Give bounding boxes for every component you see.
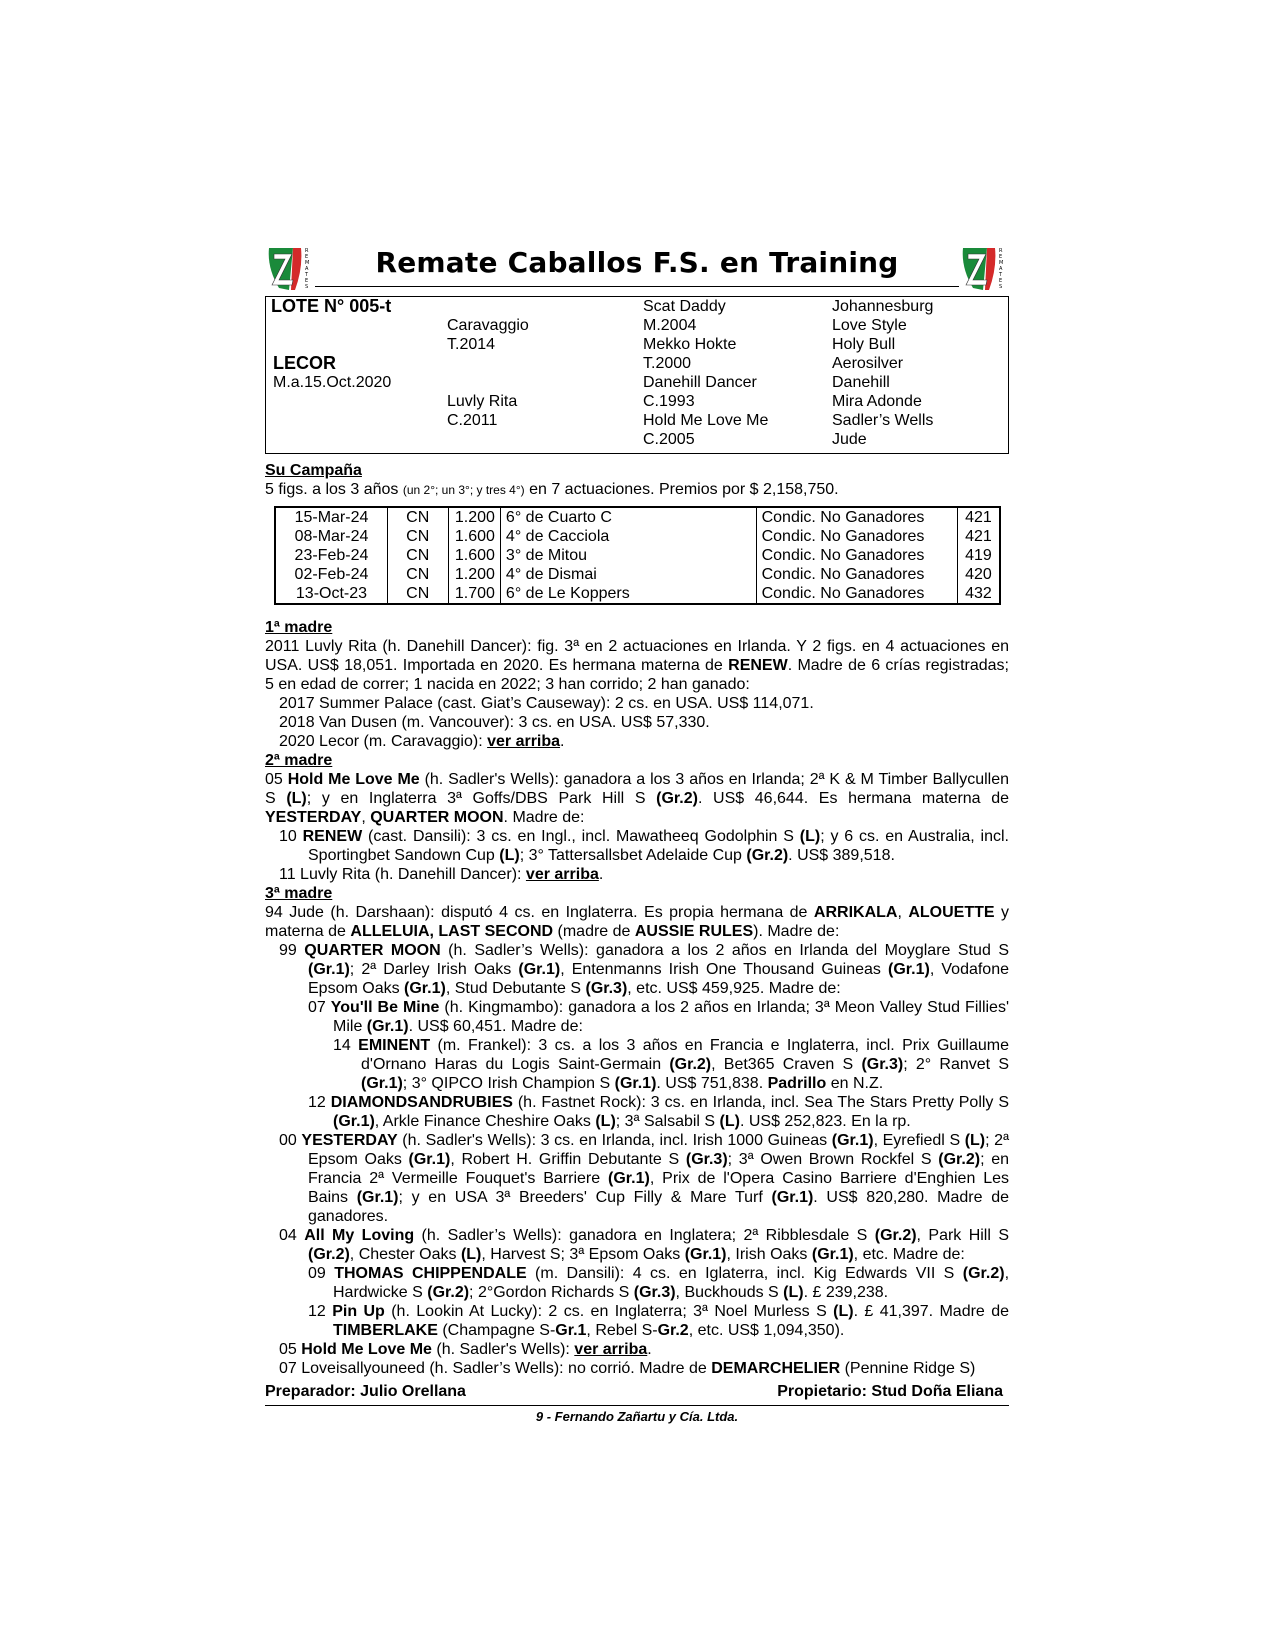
text: ; y 6 cs. en Australia, incl. Sportingbet Sandown Cup bbox=[308, 828, 1009, 864]
offspring-entry bbox=[265, 1131, 1009, 1226]
text: (Pennine Ridge S) bbox=[840, 1360, 976, 1377]
grade: Gr.1 bbox=[555, 1322, 587, 1339]
grade: (Gr.2) bbox=[427, 1284, 470, 1301]
grandparent-3-info: C.1993 bbox=[643, 393, 695, 410]
svg-text:M: M bbox=[305, 260, 310, 266]
third-dam-paragraph bbox=[265, 903, 1009, 941]
text: , etc. US$ 459,925. Madre de: bbox=[627, 980, 841, 997]
text: , Robert H. Griffin Debutante S bbox=[450, 1151, 686, 1168]
race-position: 4° de Cacciola bbox=[500, 527, 756, 546]
race-condition: Condic. No Ganadores bbox=[756, 584, 957, 604]
grade: (Gr.1) bbox=[771, 1189, 814, 1206]
race-position: 6° de Le Koppers bbox=[500, 584, 756, 604]
grade: (Gr.2) bbox=[746, 847, 789, 864]
grade: (Gr.1) bbox=[404, 980, 446, 997]
grade: (L) bbox=[286, 790, 307, 807]
sire-name: Caravaggio bbox=[447, 317, 529, 334]
campaign-summary bbox=[265, 480, 1009, 500]
grandparent-2: Mekko Hokte bbox=[643, 336, 737, 353]
text: (h. Sadler's Wells): bbox=[431, 1341, 575, 1358]
text: (h. Sadler’s Wells): ganadora a los 2 años en Irlanda del Moyglare Stud S bbox=[440, 942, 1010, 959]
second-dam-paragraph bbox=[265, 770, 1009, 827]
grade: (Gr.2) bbox=[874, 1227, 917, 1244]
credits-row bbox=[265, 1383, 1009, 1403]
race-distance: 1.200 bbox=[448, 565, 500, 584]
grade: (Gr.1) bbox=[356, 1189, 399, 1206]
pedigree-box bbox=[265, 296, 1009, 454]
table-row bbox=[275, 584, 1000, 604]
text: ; y en Inglaterra 3ª Goffs/DBS Park Hill S bbox=[306, 790, 657, 807]
text: , Park Hill S bbox=[916, 1227, 1009, 1244]
text: 05 bbox=[265, 771, 288, 788]
see-above-reference: ver arriba bbox=[574, 1341, 648, 1358]
table-row bbox=[275, 546, 1000, 565]
summary-text: en 7 actuaciones. Premios por $ 2,158,750. bbox=[524, 481, 839, 498]
text: y materna de bbox=[265, 904, 1010, 940]
grandparent-4: Hold Me Love Me bbox=[643, 412, 769, 429]
text: ; en Francia 2ª Vermeille Fouquet's Barriere bbox=[308, 1151, 1009, 1187]
text: . Madre de 6 crías registradas; 5 en edad de correr; 1 nacida en 2022; 3 han corrido; 2 han ganado: bbox=[265, 657, 1010, 693]
text: . US$ 252,823. En la rp. bbox=[739, 1113, 911, 1130]
horse-highlight: Padrillo bbox=[767, 1075, 827, 1092]
text: , etc. US$ 1,094,350). bbox=[688, 1322, 845, 1339]
dam-name: Luvly Rita bbox=[447, 393, 518, 410]
offspring-entry bbox=[265, 1340, 1009, 1359]
grade: (L) bbox=[595, 1113, 616, 1130]
grade: (Gr.1) bbox=[366, 1018, 409, 1035]
text: , Eyrefiedl S bbox=[873, 1132, 965, 1149]
grade: (Gr.3) bbox=[861, 1056, 904, 1073]
text: , Irish Oaks bbox=[726, 1246, 812, 1263]
horse-highlight: RENEW bbox=[302, 828, 363, 845]
text: . US$ 751,838. bbox=[656, 1075, 768, 1092]
text: . bbox=[647, 1341, 652, 1358]
great-grandparent: Mira Adonde bbox=[832, 393, 922, 410]
svg-text:A: A bbox=[305, 266, 309, 272]
text: , Arkle Finance Cheshire Oaks bbox=[374, 1113, 596, 1130]
horse-highlight: YESTERDAY bbox=[301, 1132, 398, 1149]
text: 00 bbox=[279, 1132, 302, 1149]
horse-highlight: TIMBERLAKE bbox=[333, 1322, 438, 1339]
svg-text:M: M bbox=[999, 260, 1004, 266]
horse-highlight: ARRIKALA bbox=[813, 904, 898, 921]
text: 11 Luvly Rita (h. Danehill Dancer): bbox=[279, 866, 526, 883]
grade: (L) bbox=[719, 1113, 740, 1130]
text: , Entenmanns Irish One Thousand Guineas bbox=[560, 961, 889, 978]
text: , Vodafone Epsom Oaks bbox=[308, 961, 1010, 997]
race-number: 421 bbox=[957, 507, 1000, 527]
text: , Hardwicke S bbox=[333, 1265, 1010, 1301]
text: ; 3ª Owen Brown Rockfel S bbox=[727, 1151, 939, 1168]
grade: (Gr.1) bbox=[684, 1246, 727, 1263]
text: ; 2ª Darley Irish Oaks bbox=[349, 961, 519, 978]
race-position: 3° de Mitou bbox=[500, 546, 756, 565]
offspring-entry bbox=[265, 732, 1009, 751]
offspring-entry bbox=[265, 1226, 1009, 1264]
race-date: 02-Feb-24 bbox=[275, 565, 387, 584]
sire-info: T.2014 bbox=[447, 336, 496, 353]
page-title: Remate Caballos F.S. en Training bbox=[375, 246, 899, 279]
text: . US$ 389,518. bbox=[788, 847, 895, 864]
offspring-entry bbox=[265, 1093, 1009, 1131]
race-number: 420 bbox=[957, 565, 1000, 584]
offspring-entry bbox=[265, 1264, 1009, 1302]
offspring-entry: 2018 Van Dusen (m. Vancouver): 3 cs. en USA. US$ 57,330. bbox=[279, 714, 710, 731]
text: (h. Fastnet Rock): 3 cs. en Irlanda, incl. Sea The Stars Pretty Polly S bbox=[512, 1094, 1009, 1111]
text: . bbox=[598, 866, 604, 883]
horse-highlight: Hold Me Love Me bbox=[287, 771, 420, 788]
race-position: 6° de Cuarto C bbox=[500, 507, 756, 527]
svg-text:T: T bbox=[999, 272, 1003, 278]
horse-highlight: All My Loving bbox=[304, 1227, 415, 1244]
grandparent-2-info: T.2000 bbox=[643, 355, 692, 372]
text: 14 bbox=[333, 1037, 359, 1054]
text: ; 2ª Epsom Oaks bbox=[308, 1132, 1009, 1168]
text: . £ 239,238. bbox=[803, 1284, 889, 1301]
great-grandparent: Sadler’s Wells bbox=[832, 412, 934, 429]
owner: Propietario: Stud Doña Eliana bbox=[777, 1383, 1003, 1400]
grade: (Gr.1) bbox=[518, 961, 561, 978]
race-track: CN bbox=[387, 584, 448, 604]
horse-highlight: DEMARCHELIER bbox=[711, 1360, 841, 1377]
horse-info: M.a.15.Oct.2020 bbox=[273, 374, 392, 391]
text: (Champagne S- bbox=[437, 1322, 556, 1339]
text: , Stud Debutante S bbox=[445, 980, 586, 997]
svg-text:S: S bbox=[999, 284, 1003, 290]
text: ; y en USA 3ª Breeders' Cup Filly & Mare Turf bbox=[398, 1189, 772, 1206]
race-track: CN bbox=[387, 527, 448, 546]
svg-text:E: E bbox=[999, 278, 1003, 284]
grade: (Gr.3) bbox=[633, 1284, 676, 1301]
footer-rule bbox=[265, 1405, 1009, 1406]
grade: (Gr.1) bbox=[361, 1075, 403, 1092]
race-condition: Condic. No Ganadores bbox=[756, 527, 957, 546]
text: , Harvest S; 3ª Epsom Oaks bbox=[481, 1246, 685, 1263]
text: . £ 41,397. Madre de bbox=[853, 1303, 1010, 1320]
grade: (Gr.2) bbox=[656, 790, 698, 807]
offspring-entry bbox=[265, 1359, 1009, 1378]
text: 05 bbox=[279, 1341, 302, 1358]
svg-text:R: R bbox=[305, 248, 309, 254]
horse-highlight: ALOUETTE bbox=[908, 904, 995, 921]
race-distance: 1.700 bbox=[448, 584, 500, 604]
trainer: Preparador: Julio Orellana bbox=[265, 1383, 466, 1400]
text: (madre de bbox=[553, 923, 635, 940]
horse-highlight: Pin Up bbox=[332, 1303, 385, 1320]
grade: (Gr.3) bbox=[585, 980, 628, 997]
grade: (Gr.2) bbox=[938, 1151, 981, 1168]
text: , bbox=[897, 904, 909, 921]
horse-highlight: RENEW bbox=[728, 657, 788, 674]
text: 99 bbox=[279, 942, 305, 959]
text: ; 2° Ranvet S bbox=[903, 1056, 1010, 1073]
text: (h. Kingmambo): ganadora a los 2 años en Irlanda; 3ª Meon Valley Stud Fillies' Mile bbox=[333, 999, 1010, 1035]
race-date: 15-Mar-24 bbox=[275, 507, 387, 527]
race-condition: Condic. No Ganadores bbox=[756, 507, 957, 527]
race-position: 4° de Dismai bbox=[500, 565, 756, 584]
horse-highlight: ALLELUIA, LAST SECOND bbox=[350, 923, 554, 940]
text: 07 Loveisallyouneed (h. Sadler’s Wells): no corrió. Madre de bbox=[279, 1360, 712, 1377]
svg-text:E: E bbox=[305, 254, 309, 260]
table-row bbox=[275, 565, 1000, 584]
text: 10 bbox=[279, 828, 303, 845]
text: . US$ 46,644. Es hermana materna de bbox=[697, 790, 1009, 807]
summary-text: 5 figs. a los 3 años bbox=[265, 481, 403, 498]
grade: (L) bbox=[833, 1303, 854, 1320]
third-dam-title: 3ª madre bbox=[265, 885, 333, 902]
svg-text:S: S bbox=[305, 284, 309, 290]
see-above-reference: ver arriba bbox=[487, 733, 561, 750]
svg-text:T: T bbox=[305, 272, 309, 278]
lot-number: LOTE N° 005-t bbox=[271, 296, 392, 316]
great-grandparent: Love Style bbox=[832, 317, 907, 334]
text: ; 3° Tattersallsbet Adelaide Cup bbox=[519, 847, 747, 864]
text: . US$ 60,451. Madre de: bbox=[408, 1018, 583, 1035]
race-date: 13-Oct-23 bbox=[275, 584, 387, 604]
svg-text:E: E bbox=[305, 278, 309, 284]
horse-highlight: THOMAS CHIPPENDALE bbox=[334, 1265, 527, 1282]
grade: (L) bbox=[964, 1132, 986, 1149]
text: , Bet365 Craven S bbox=[711, 1056, 862, 1073]
offspring-entry bbox=[265, 1302, 1009, 1340]
first-dam-paragraph bbox=[265, 637, 1009, 694]
text: 2011 Luvly Rita (h. Danehill Dancer): fig. 3ª en 2 actuaciones en Irlanda. Y 2 figs. en 4 actuaciones en USA. US$ 18,051. Importada en 2020. Es hermana materna de bbox=[265, 638, 1009, 674]
grade: (Gr.2) bbox=[669, 1056, 712, 1073]
text: 09 bbox=[308, 1265, 335, 1282]
grade: (Gr.1) bbox=[308, 961, 350, 978]
horse-highlight: DIAMONDSANDRUBIES bbox=[330, 1094, 513, 1111]
svg-text:R: R bbox=[999, 248, 1003, 254]
race-table bbox=[274, 506, 1001, 605]
table-row bbox=[275, 527, 1000, 546]
horse-highlight: AUSSIE RULES bbox=[634, 923, 754, 940]
grade: (Gr.1) bbox=[614, 1075, 657, 1092]
race-number: 432 bbox=[957, 584, 1000, 604]
offspring-entry bbox=[265, 1036, 1009, 1093]
race-track: CN bbox=[387, 546, 448, 565]
campaign-section bbox=[265, 461, 1009, 605]
text: (cast. Dansili): 3 cs. en Ingl., incl. Mawatheeq Godolphin S bbox=[362, 828, 800, 845]
grandparent-4-info: C.2005 bbox=[643, 431, 695, 448]
race-distance: 1.200 bbox=[448, 507, 500, 527]
race-number: 419 bbox=[957, 546, 1000, 565]
race-date: 23-Feb-24 bbox=[275, 546, 387, 565]
svg-text:A: A bbox=[999, 266, 1003, 272]
grade: (Gr.3) bbox=[685, 1151, 728, 1168]
great-grandparent: Aerosilver bbox=[832, 355, 904, 372]
campaign-title: Su Campaña bbox=[265, 462, 362, 479]
grade: (L) bbox=[499, 847, 520, 864]
race-condition: Condic. No Ganadores bbox=[756, 565, 957, 584]
text: (h. Lookin At Lucky): 2 cs. en Inglaterra; 3ª Noel Murless S bbox=[384, 1303, 834, 1320]
text: 12 bbox=[308, 1094, 331, 1111]
text: (h. Sadler’s Wells): ganadora en Inglatera; 2ª Ribblesdale S bbox=[414, 1227, 875, 1244]
race-number: 421 bbox=[957, 527, 1000, 546]
text: 07 bbox=[308, 999, 331, 1016]
page-footer: 9 - Fernando Zañartu y Cía. Ltda. bbox=[535, 1409, 739, 1424]
table-row bbox=[275, 507, 1000, 527]
text: en N.Z. bbox=[826, 1075, 884, 1092]
text: . bbox=[560, 733, 565, 750]
offspring-entry bbox=[265, 865, 1009, 884]
grade: (Gr.1) bbox=[888, 961, 930, 978]
race-track: CN bbox=[387, 565, 448, 584]
race-distance: 1.600 bbox=[448, 527, 500, 546]
second-dam-title: 2ª madre bbox=[265, 752, 333, 769]
grade: (Gr.1) bbox=[608, 1170, 650, 1187]
text: 12 bbox=[308, 1303, 333, 1320]
grade: Gr.2 bbox=[657, 1322, 689, 1339]
text: , etc. Madre de: bbox=[853, 1246, 965, 1263]
text: 04 bbox=[279, 1227, 305, 1244]
race-distance: 1.600 bbox=[448, 546, 500, 565]
horse-highlight: QUARTER MOON bbox=[370, 809, 504, 826]
grade: (Gr.1) bbox=[831, 1132, 874, 1149]
text: , Chester Oaks bbox=[349, 1246, 461, 1263]
race-condition: Condic. No Ganadores bbox=[756, 546, 957, 565]
grandparent-3: Danehill Dancer bbox=[643, 374, 757, 391]
race-date: 08-Mar-24 bbox=[275, 527, 387, 546]
grade: (Gr.2) bbox=[308, 1246, 350, 1263]
text: , Rebel S- bbox=[586, 1322, 658, 1339]
text: ; 3° QIPCO Irish Champion S bbox=[402, 1075, 615, 1092]
zanartu-remates-logo-icon bbox=[265, 244, 315, 292]
page-header bbox=[265, 244, 1009, 294]
text: ; 3ª Salsabil S bbox=[615, 1113, 720, 1130]
dam-info: C.2011 bbox=[447, 412, 498, 429]
grade: (Gr.1) bbox=[811, 1246, 854, 1263]
grade: (Gr.2) bbox=[962, 1265, 1005, 1282]
offspring-entry bbox=[265, 941, 1009, 998]
horse-highlight: You'll Be Mine bbox=[330, 999, 440, 1016]
text: 2020 Lecor (m. Caravaggio): bbox=[279, 733, 488, 750]
grandparent-1: Scat Daddy bbox=[643, 298, 726, 315]
title-rule bbox=[315, 286, 959, 287]
offspring-entry bbox=[265, 998, 1009, 1036]
text: , Prix de l'Opera Casino Barriere d'Enghien Les Bains bbox=[308, 1170, 1010, 1206]
zanartu-remates-logo-icon bbox=[959, 244, 1009, 292]
race-track: CN bbox=[387, 507, 448, 527]
grade: (L) bbox=[460, 1246, 482, 1263]
catalog-page bbox=[265, 244, 1009, 1424]
text: . Madre de: bbox=[503, 809, 585, 826]
text: (h. Sadler's Wells): ganadora a los 3 años en Irlanda; 2ª K & M Timber Ballycullen S bbox=[265, 771, 1009, 807]
svg-text:E: E bbox=[999, 254, 1003, 260]
text: 94 Jude (h. Darshaan): disputó 4 cs. en Inglaterra. Es propia hermana de bbox=[265, 904, 814, 921]
text: ). Madre de: bbox=[753, 923, 840, 940]
text: (m. Frankel): 3 cs. a los 3 años en Francia e Inglaterra, incl. Prix Guillaume d'Ornano Haras du Logis Saint-Germain bbox=[361, 1037, 1009, 1073]
see-above-reference: ver arriba bbox=[525, 866, 599, 883]
text: . US$ 820,280. Madre de ganadores. bbox=[308, 1189, 1010, 1225]
great-grandparent: Jude bbox=[832, 431, 867, 448]
grade: (Gr.1) bbox=[333, 1113, 375, 1130]
horse-name: LECOR bbox=[273, 353, 336, 373]
great-grandparent: Danehill bbox=[832, 374, 890, 391]
horse-highlight: QUARTER MOON bbox=[304, 942, 441, 959]
text: (m. Dansili): 4 cs. en Iglaterra, incl. Kig Edwards VII S bbox=[526, 1265, 963, 1282]
grade: (L) bbox=[799, 828, 821, 845]
great-grandparent: Johannesburg bbox=[832, 298, 934, 315]
horse-highlight: Hold Me Love Me bbox=[301, 1341, 432, 1358]
summary-detail: (un 2°; un 3°; y tres 4°) bbox=[402, 483, 525, 497]
horse-highlight: YESTERDAY bbox=[265, 809, 362, 826]
text: , bbox=[361, 809, 371, 826]
grade: (Gr.1) bbox=[408, 1151, 451, 1168]
text: ; 2°Gordon Richards S bbox=[469, 1284, 634, 1301]
text: (h. Sadler's Wells): 3 cs. en Irlanda, incl. Irish 1000 Guineas bbox=[397, 1132, 832, 1149]
text: , Buckhouds S bbox=[675, 1284, 784, 1301]
dam-lineage bbox=[265, 618, 1009, 1378]
horse-highlight: EMINENT bbox=[358, 1037, 431, 1054]
first-dam-title: 1ª madre bbox=[265, 619, 333, 636]
great-grandparent: Holy Bull bbox=[832, 336, 896, 353]
grade: (L) bbox=[783, 1284, 804, 1301]
offspring-entry: 2017 Summer Palace (cast. Giat’s Causeway): 2 cs. en USA. US$ 114,071. bbox=[279, 695, 814, 712]
offspring-entry bbox=[265, 827, 1009, 865]
grandparent-1-info: M.2004 bbox=[643, 317, 697, 334]
